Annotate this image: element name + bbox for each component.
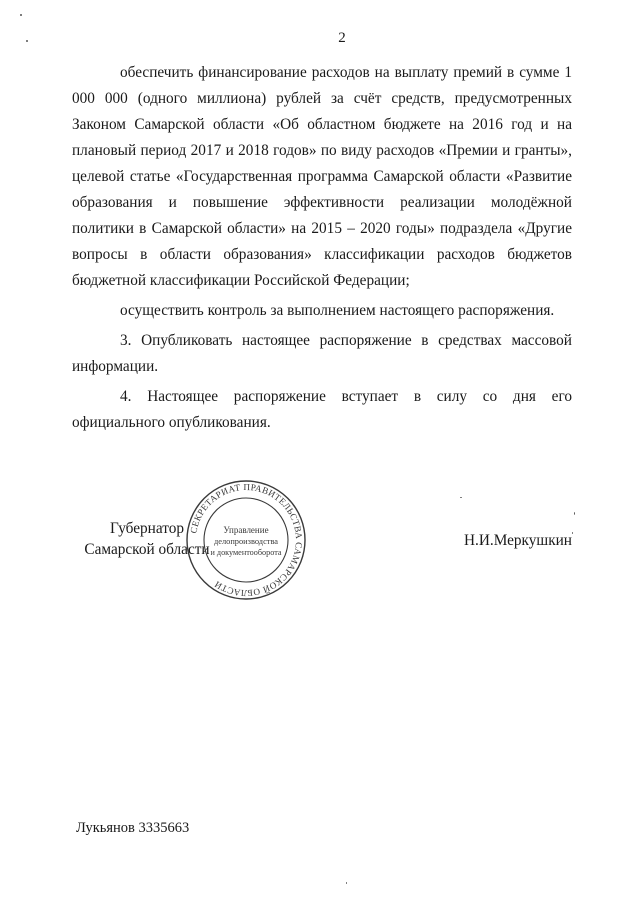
page-number: 2: [338, 30, 346, 46]
scan-speck: [460, 497, 462, 498]
seal-ring-text: СЕКРЕТАРИАТ ПРАВИТЕЛЬСТВА САМАРСКОЙ ОБЛАСТИ: [188, 481, 305, 599]
scan-speck: [20, 14, 22, 16]
seal-center-line3: и документооборота: [210, 548, 282, 557]
signature-block: [0, 510, 640, 610]
scan-speck: [346, 882, 347, 884]
signatory-title-line1: Губернатор: [109, 520, 185, 537]
signatory-title-line2: Самарской области: [84, 541, 210, 558]
official-seal-stamp: [184, 478, 308, 602]
executor-note: Лукьянов 3335663: [76, 820, 190, 836]
scan-speck: [572, 532, 573, 534]
document-body: [72, 60, 572, 436]
paragraph-effective: 4. Настоящее распоряжение вступает в силу со дня его официального опубликования.: [72, 388, 572, 431]
signatory-name: Н.И.Меркушкин: [463, 532, 572, 549]
scan-speck: [26, 40, 28, 42]
paragraph-control: осуществить контроль за выполнением настоящего распоряжения.: [120, 302, 555, 319]
seal-center-line1: Управление: [223, 525, 269, 535]
paragraph-funding: обеспечить финансирование расходов на выплату премий в сумме 1 000 000 (одного миллиона) рублей за счёт средств, предусмотренных Законом Самарской области «Об областном бюджете на 2016 год и на плановый период 2017 и 2018 годов» по виду расходов «Премии и гранты», целевой статье «Государственная программа Самарской области «Развитие образования и повышение эффективности реализации молодёжной политики в Самарской области» на 2015 – 2020 годы» подраздела «Другие вопросы в области образования» классификации расходов бюджетов бюджетной классификации Российской Федерации;: [72, 64, 572, 289]
seal-center-line2: делопроизводства: [213, 537, 279, 546]
paragraph-publish: 3. Опубликовать настоящее распоряжение в средствах массовой информации.: [72, 332, 572, 375]
scan-speck: [574, 512, 575, 515]
